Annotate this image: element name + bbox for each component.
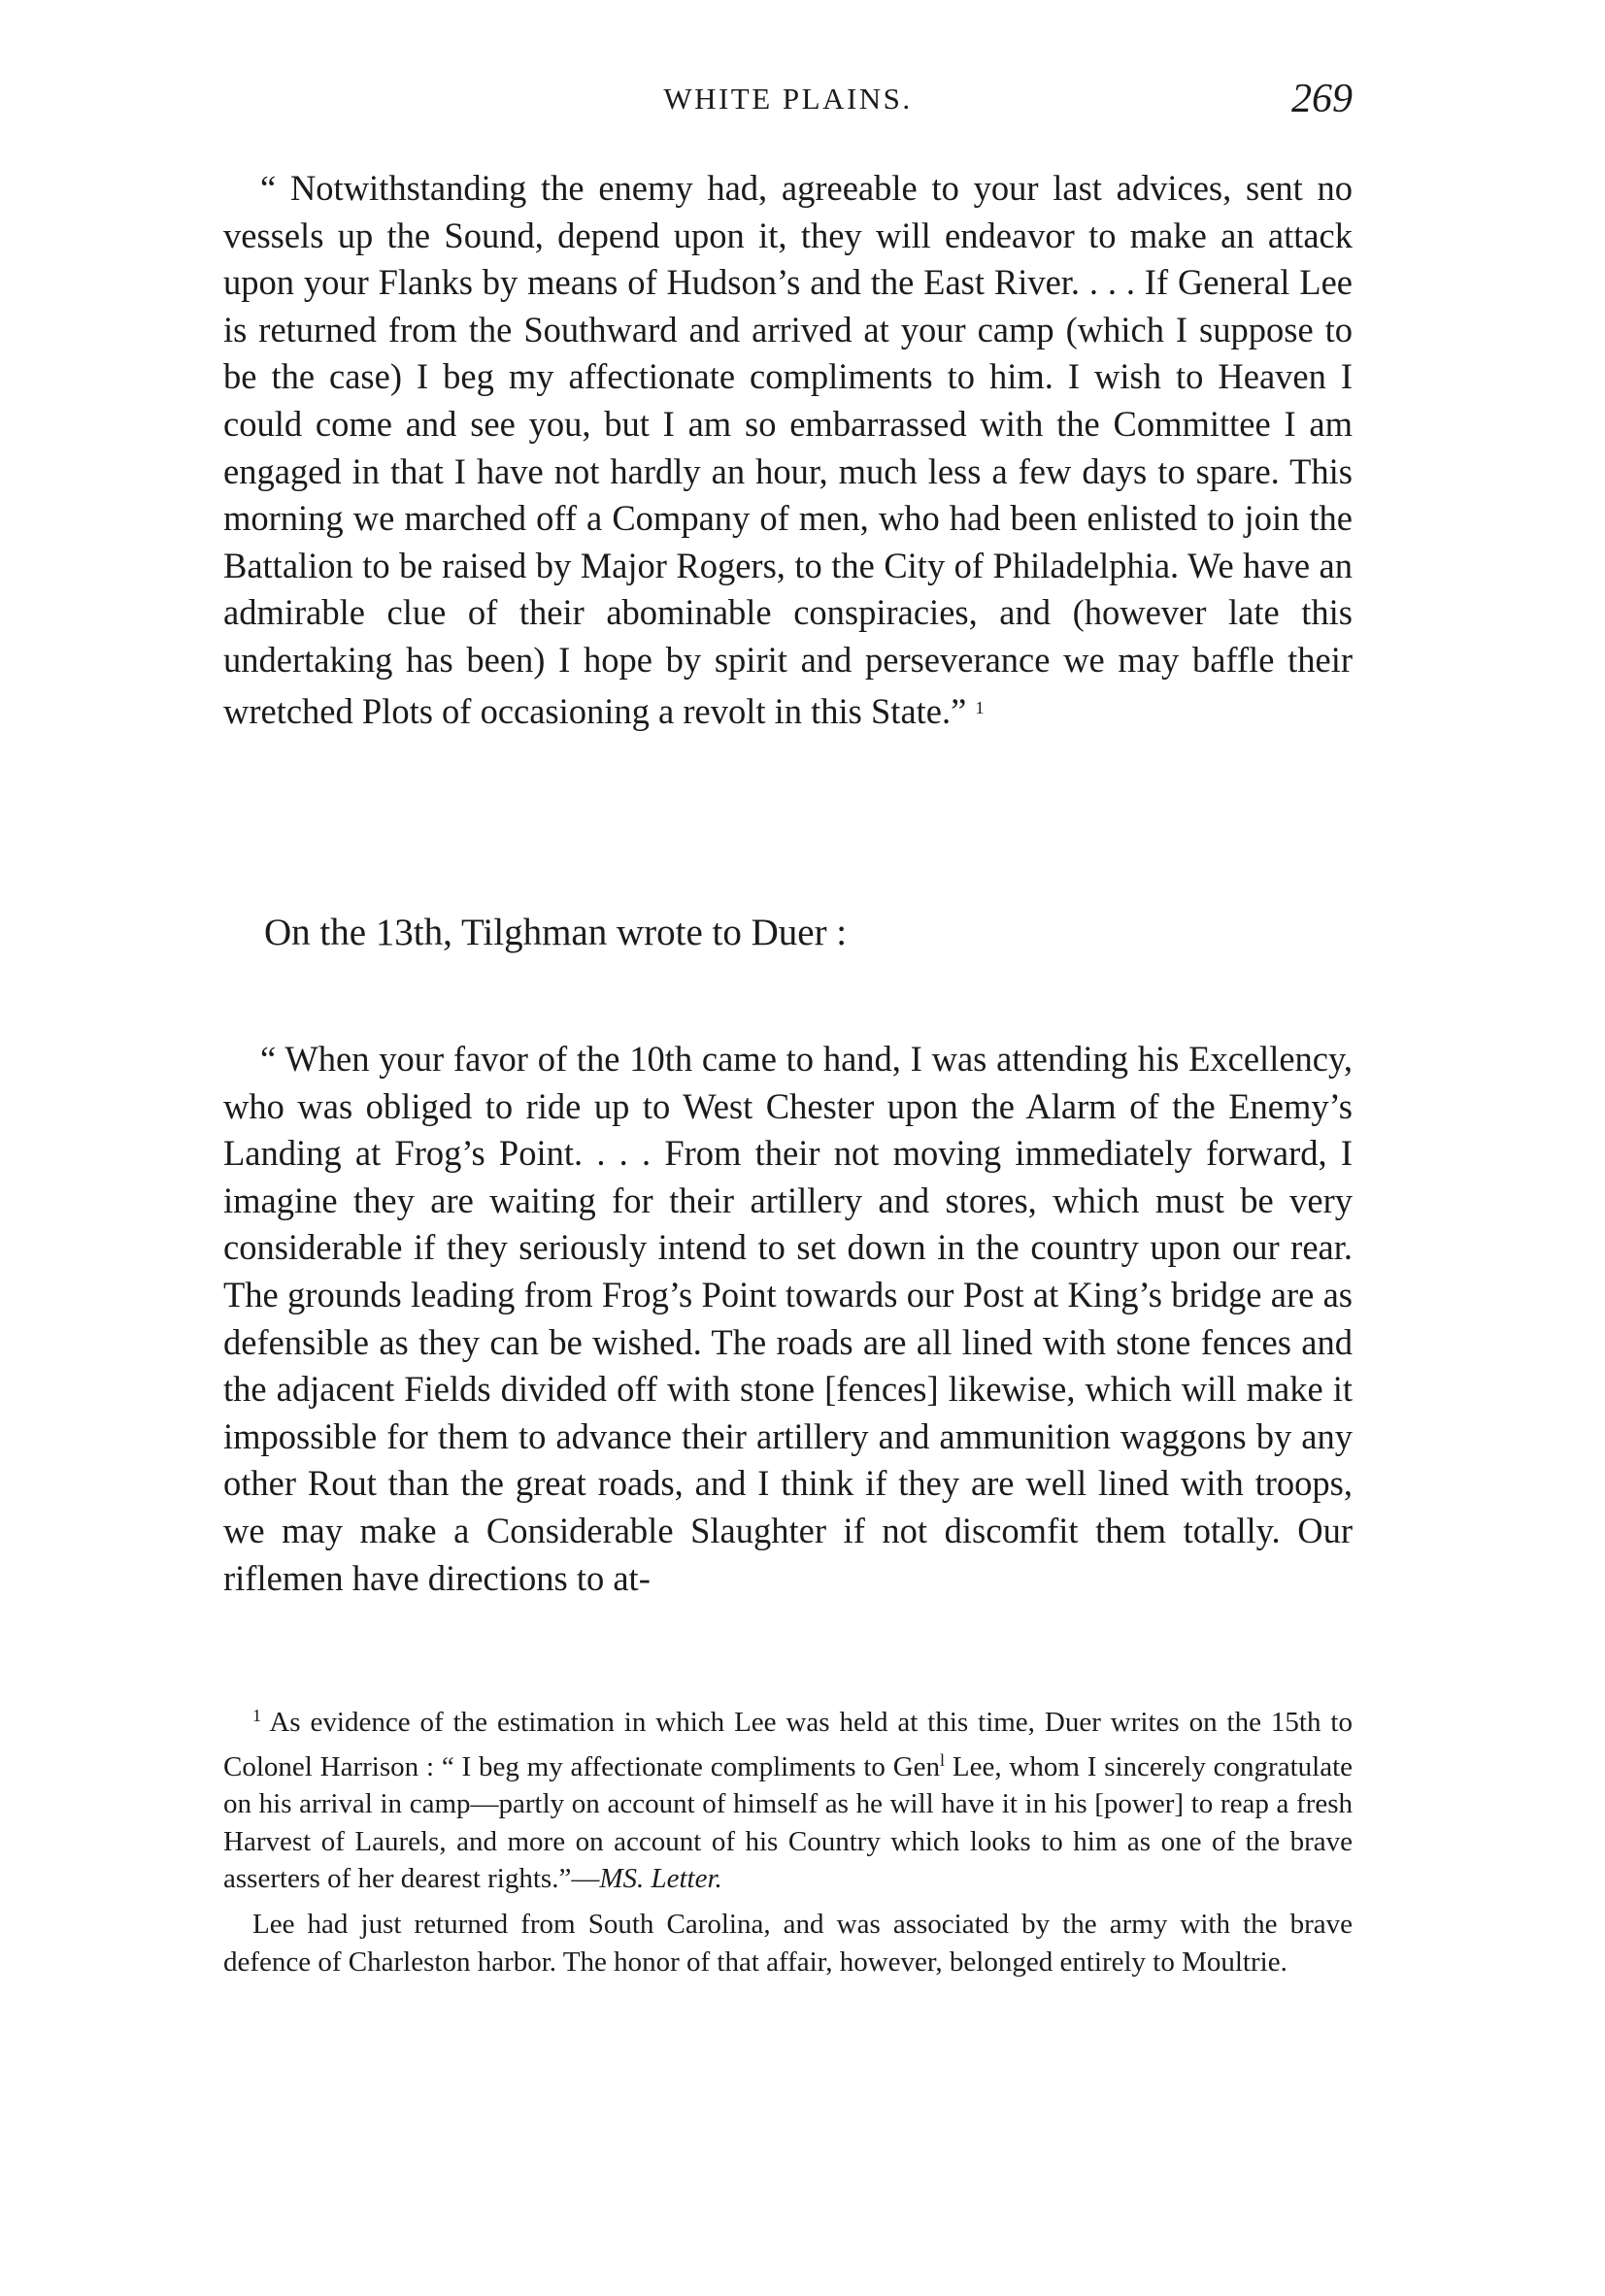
footnote-source: MS. Letter.: [599, 1863, 722, 1895]
footnotes: [223, 1697, 1353, 1980]
footnote-continuation: Lee had just returned from South Carolina, and was associated by the army with the brave defence of Charleston harbor. The honor of that affair, however, belonged entirely to Moultrie.: [223, 1908, 1353, 1978]
running-head: [223, 76, 1353, 124]
footnote-text-part-1: As evidence of the estimation in which Lee was held at this time, Duer writes on the 15th to Colonel Harrison : “ I beg my affectionate compliments to Gen: [223, 1707, 1353, 1782]
quotation-1-text: “ Notwithstanding the enemy had, agreeable to your last advices, sent no vessels up the Sound, depend upon it, they will endeavor to make an attack upon your Flanks by means of Hudson’s and the East River. . . . If General Lee is returned from the Southward and arrived at your camp (which I suppose to be the case) I beg my affectionate compliments to him. I wish to Heaven I could come and see you, but I am so embarrassed with the Committee I am engaged in that I have not hardly an hour, much less a few days to spare. This morning we marched off a Company of men, who had been enlisted to join the Battalion to be raised by Major Rogers, to the City of Philadelphia. We have an admirable clue of their abominable conspiracies, and (however late this undertaking has been) I hope by spirit and perseverance we may baffle their wretched Plots of occasioning a revolt in this State.”: [223, 168, 1353, 731]
quotation-paragraph-2: [223, 1036, 1353, 1602]
running-title: WHITE PLAINS.: [663, 82, 913, 116]
quotation-paragraph-1: [223, 165, 1353, 735]
footnote-1: [223, 1697, 1353, 1898]
quotation-2-text: “ When your favor of the 10th came to hand, I was attending his Excellency, who was obliged to ride up to West Chester upon the Alarm of the Enemy’s Landing at Frog’s Point. . . . From their not moving immediately forward, I imagine they are waiting for their artillery and stores, which must be very considerable if they seriously intend to set down in the country upon our rear. The grounds leading from Frog’s Point towards our Post at King’s bridge are as defensible as they can be wished. The roads are all lined with stone fences and the adjacent Fields divided off with stone [fences] likewise, which will make it impossible for them to advance their artillery and ammunition waggons by any other Rout than the great roads, and I think if they are well lined with troops, we may make a Considerable Slaughter if not discomfit them totally. Our riflemen have directions to at-: [223, 1039, 1353, 1598]
footnote-marker: 1: [252, 1706, 261, 1725]
page-number: 269: [1291, 77, 1353, 121]
footnote-text-part-2: Lee, whom I sincerely congratulate on his arrival in camp—partly on account of himself as he will have it in his [power] to reap a fresh Harvest of Laurels, and more on account of his Country which looks to him as one of the brave asserters of her dearest rights.”—: [223, 1750, 1353, 1895]
footnote-reference-1: 1: [975, 697, 985, 717]
footnote-abbrev-superscript: l: [940, 1749, 946, 1770]
intro-line: On the 13th, Tilghman wrote to Duer :: [264, 912, 848, 953]
